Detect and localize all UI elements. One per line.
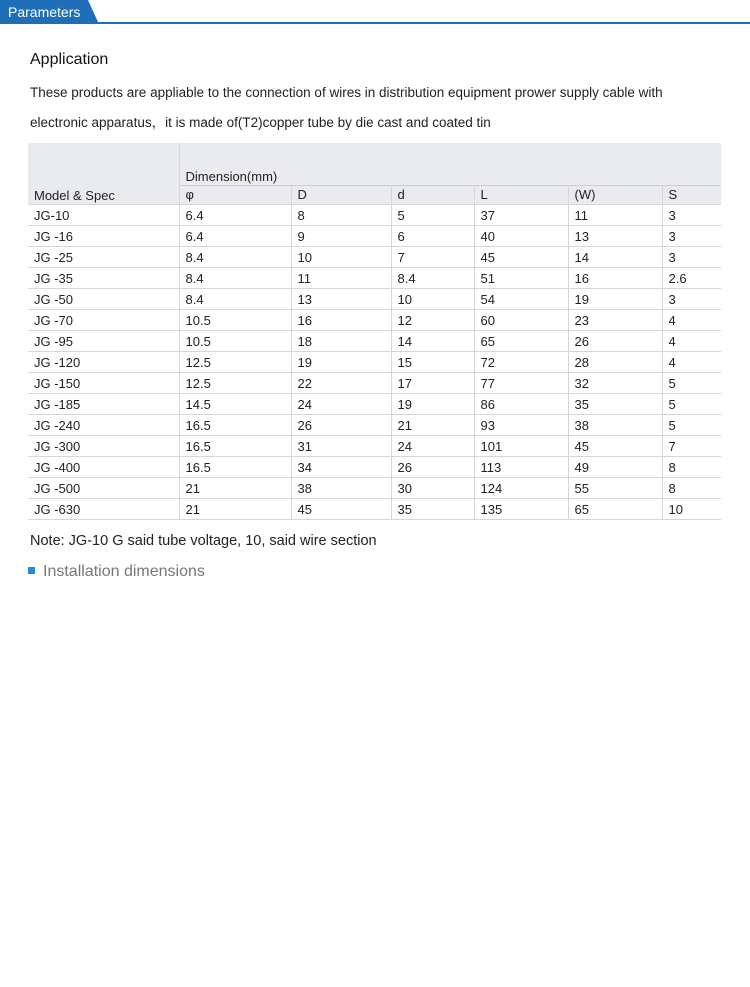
dimension-cell: 18	[291, 331, 391, 352]
dimension-cell: 11	[568, 205, 662, 226]
dimension-cell: 32	[568, 373, 662, 394]
table-row	[28, 415, 721, 436]
section-heading	[28, 563, 205, 581]
model-cell: JG -185	[28, 394, 179, 415]
table-row	[28, 205, 721, 226]
model-cell: JG -300	[28, 436, 179, 457]
table-row	[28, 457, 721, 478]
dimension-cell: 5	[662, 415, 721, 436]
header-dimension: Dimension(mm)	[179, 143, 721, 185]
dimension-cell: 21	[391, 415, 474, 436]
dimension-cell: 35	[391, 499, 474, 520]
dimension-cell: 45	[474, 247, 568, 268]
header-col-5: S	[662, 185, 721, 204]
dimension-cell: 21	[179, 499, 291, 520]
dimension-cell: 2.6	[662, 268, 721, 289]
dimension-cell: 22	[291, 373, 391, 394]
dimension-cell: 72	[474, 352, 568, 373]
model-cell: JG-10	[28, 205, 179, 226]
table-row	[28, 373, 721, 394]
tab-parameters[interactable]	[0, 0, 100, 24]
table-row	[28, 478, 721, 499]
table-row	[28, 247, 721, 268]
spec-table	[28, 143, 721, 520]
section-title: Installation dimensions	[43, 563, 205, 580]
dimension-cell: 86	[474, 394, 568, 415]
dimension-cell: 49	[568, 457, 662, 478]
dimension-cell: 12	[391, 310, 474, 331]
dimension-cell: 7	[662, 436, 721, 457]
dimension-cell: 8	[291, 205, 391, 226]
dimension-cell: 4	[662, 352, 721, 373]
dimension-cell: 8.4	[179, 289, 291, 310]
dimension-cell: 40	[474, 226, 568, 247]
model-cell: JG -35	[28, 268, 179, 289]
dimension-cell: 38	[568, 415, 662, 436]
table-row	[28, 331, 721, 352]
dimension-cell: 14.5	[179, 394, 291, 415]
dimension-cell: 19	[568, 289, 662, 310]
dimension-cell: 14	[391, 331, 474, 352]
dimension-cell: 23	[568, 310, 662, 331]
dimension-cell: 13	[568, 226, 662, 247]
note-text: Note: JG-10 G said tube voltage, 10, said wire section	[30, 533, 377, 549]
application-description	[30, 78, 730, 138]
dimension-cell: 17	[391, 373, 474, 394]
dimension-cell: 6.4	[179, 205, 291, 226]
dimension-cell: 24	[391, 436, 474, 457]
header-model-spec: Model & Spec	[28, 143, 179, 205]
dimension-cell: 31	[291, 436, 391, 457]
dimension-cell: 77	[474, 373, 568, 394]
model-cell: JG -400	[28, 457, 179, 478]
installation-drawing	[0, 585, 750, 985]
dimension-cell: 21	[179, 478, 291, 499]
dimension-cell: 35	[568, 394, 662, 415]
dimension-cell: 13	[291, 289, 391, 310]
dimension-cell: 8.4	[391, 268, 474, 289]
dimension-cell: 8	[662, 478, 721, 499]
model-cell: JG -500	[28, 478, 179, 499]
model-cell: JG -16	[28, 226, 179, 247]
table-row	[28, 436, 721, 457]
model-cell: JG -630	[28, 499, 179, 520]
dimension-cell: 16.5	[179, 436, 291, 457]
dimension-cell: 15	[391, 352, 474, 373]
dimension-cell: 12.5	[179, 373, 291, 394]
dimension-cell: 8.4	[179, 247, 291, 268]
dimension-cell: 16.5	[179, 415, 291, 436]
header-col-1: D	[291, 185, 391, 204]
dimension-cell: 7	[391, 247, 474, 268]
dimension-cell: 3	[662, 289, 721, 310]
header-col-2: d	[391, 185, 474, 204]
header-col-3: L	[474, 185, 568, 204]
dimension-cell: 10.5	[179, 331, 291, 352]
dimension-cell: 11	[291, 268, 391, 289]
model-cell: JG -120	[28, 352, 179, 373]
dimension-cell: 10.5	[179, 310, 291, 331]
model-cell: JG -150	[28, 373, 179, 394]
dimension-cell: 37	[474, 205, 568, 226]
dimension-cell: 5	[391, 205, 474, 226]
tab-parameters-label: Parameters	[8, 4, 81, 20]
dimension-cell: 10	[291, 247, 391, 268]
dimension-cell: 6.4	[179, 226, 291, 247]
model-cell: JG -240	[28, 415, 179, 436]
dimension-cell: 6	[391, 226, 474, 247]
dimension-cell: 8.4	[179, 268, 291, 289]
dimension-cell: 4	[662, 331, 721, 352]
header-rule	[0, 22, 750, 24]
dimension-cell: 45	[291, 499, 391, 520]
model-cell: JG -25	[28, 247, 179, 268]
application-line-2: electronic apparatus，it is made of(T2)copper tube by die cast and coated tin	[30, 115, 491, 130]
dimension-cell: 4	[662, 310, 721, 331]
dimension-cell: 60	[474, 310, 568, 331]
table-row	[28, 394, 721, 415]
dimension-cell: 65	[568, 499, 662, 520]
dimension-cell: 51	[474, 268, 568, 289]
dimension-cell: 16	[568, 268, 662, 289]
dimension-cell: 16	[291, 310, 391, 331]
dimension-cell: 101	[474, 436, 568, 457]
section-bullet-icon	[28, 567, 35, 574]
dimension-cell: 8	[662, 457, 721, 478]
dimension-cell: 45	[568, 436, 662, 457]
model-cell: JG -50	[28, 289, 179, 310]
dimension-cell: 19	[391, 394, 474, 415]
dimension-cell: 65	[474, 331, 568, 352]
dimension-cell: 34	[291, 457, 391, 478]
dimension-cell: 16.5	[179, 457, 291, 478]
dimension-cell: 26	[291, 415, 391, 436]
dimension-cell: 54	[474, 289, 568, 310]
dimension-cell: 19	[291, 352, 391, 373]
dimension-cell: 10	[391, 289, 474, 310]
dimension-cell: 5	[662, 394, 721, 415]
table-row	[28, 310, 721, 331]
dimension-cell: 12.5	[179, 352, 291, 373]
dimension-cell: 124	[474, 478, 568, 499]
table-row	[28, 226, 721, 247]
dimension-cell: 24	[291, 394, 391, 415]
table-row	[28, 268, 721, 289]
header-bar	[0, 0, 750, 24]
dimension-cell: 55	[568, 478, 662, 499]
dimension-cell: 5	[662, 373, 721, 394]
dimension-cell: 28	[568, 352, 662, 373]
dimension-cell: 93	[474, 415, 568, 436]
dimension-cell: 26	[568, 331, 662, 352]
dimension-cell: 9	[291, 226, 391, 247]
dimension-cell: 135	[474, 499, 568, 520]
application-title: Application	[30, 51, 109, 68]
table-row	[28, 289, 721, 310]
dimension-cell: 14	[568, 247, 662, 268]
application-line-1: These products are appliable to the connection of wires in distribution equipment prower supply cable with	[30, 85, 663, 100]
dimension-cell: 3	[662, 205, 721, 226]
dimension-cell: 26	[391, 457, 474, 478]
header-col-0: φ	[179, 185, 291, 204]
header-col-4: (W)	[568, 185, 662, 204]
dimension-cell: 3	[662, 226, 721, 247]
model-cell: JG -95	[28, 331, 179, 352]
model-cell: JG -70	[28, 310, 179, 331]
table-row	[28, 499, 721, 520]
table-row	[28, 352, 721, 373]
dimension-cell: 30	[391, 478, 474, 499]
dimension-cell: 113	[474, 457, 568, 478]
dimension-cell: 10	[662, 499, 721, 520]
dimension-cell: 3	[662, 247, 721, 268]
dimension-cell: 38	[291, 478, 391, 499]
